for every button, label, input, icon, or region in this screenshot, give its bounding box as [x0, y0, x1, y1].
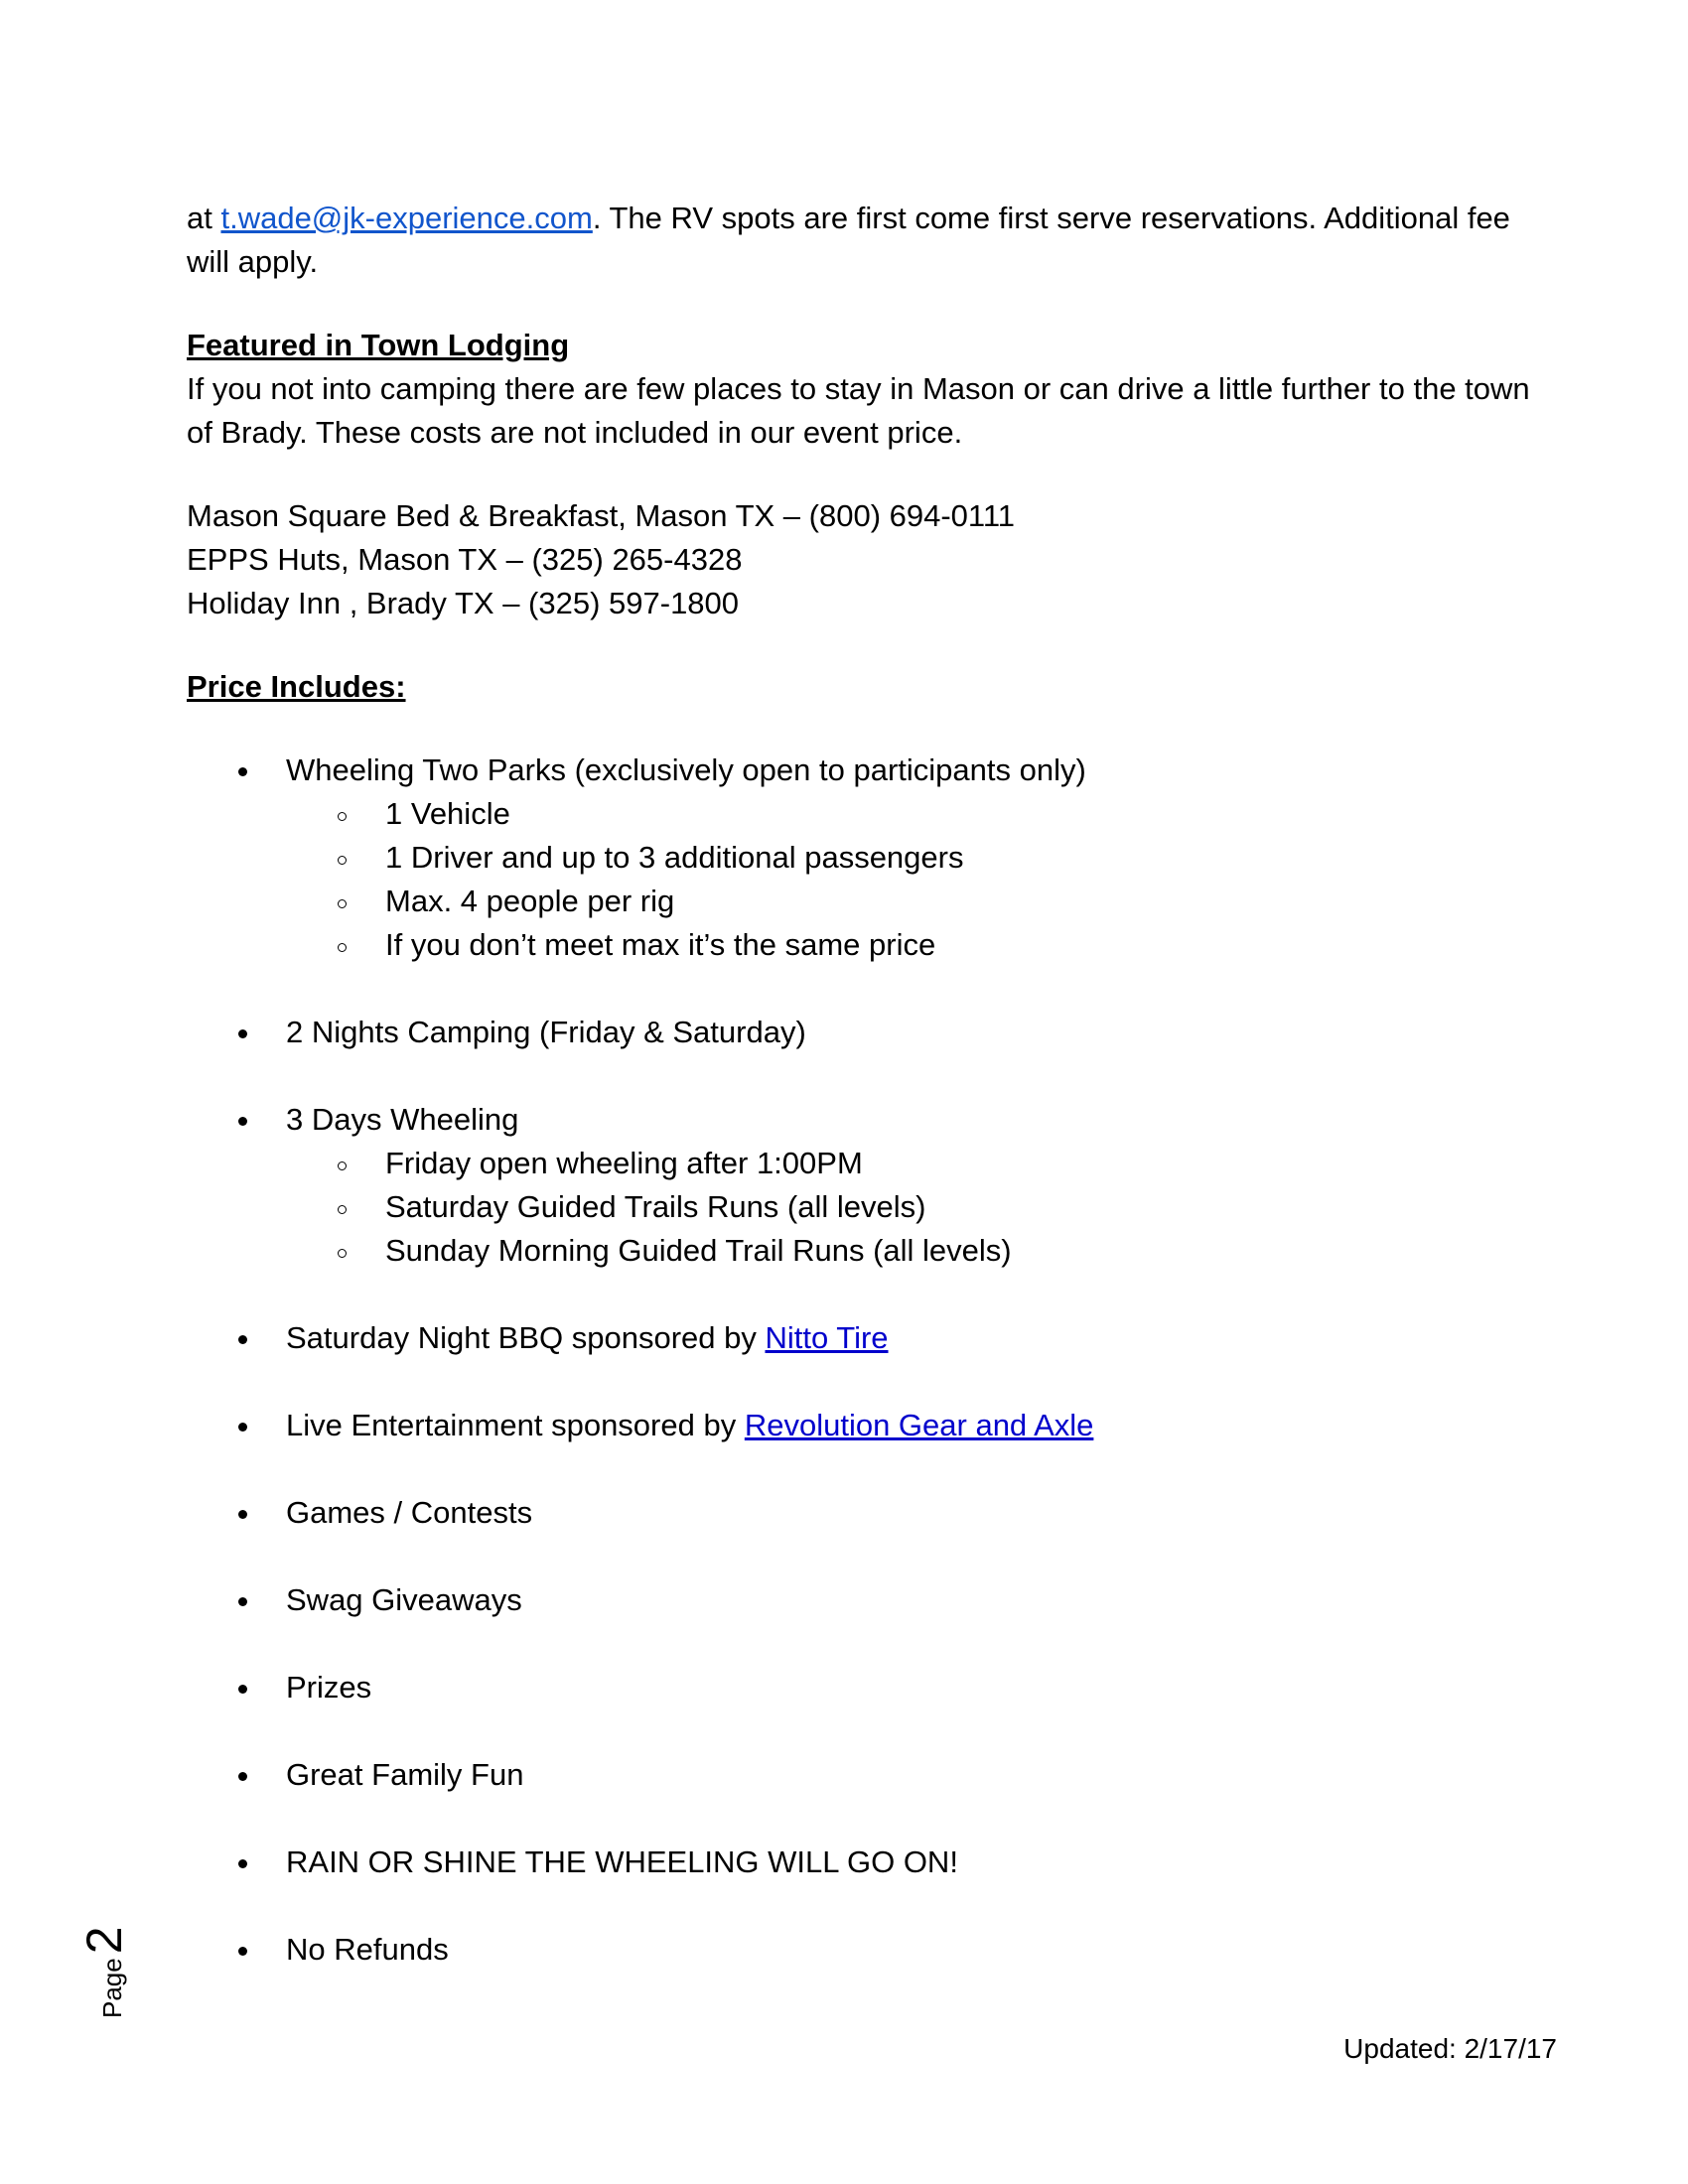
price-heading: Price Includes:: [187, 669, 406, 704]
sub-list-item: [286, 836, 1557, 880]
bullet-icon: [238, 1510, 247, 1519]
list-item: [187, 749, 1557, 967]
bullet-icon: [238, 1029, 247, 1038]
list-item-text: Games / Contests: [286, 1495, 533, 1530]
list-item-text: Prizes: [286, 1670, 372, 1705]
list-item: [187, 1491, 1557, 1535]
hollow-bullet-icon: [338, 943, 347, 952]
sub-list-item-text: Friday open wheeling after 1:00PM: [385, 1146, 863, 1180]
list-item-text: RAIN OR SHINE THE WHEELING WILL GO ON!: [286, 1844, 958, 1879]
page-label: Page: [97, 1958, 127, 2018]
hollow-bullet-icon: [338, 856, 347, 865]
bullet-icon: [238, 1335, 247, 1344]
sub-list-item-text: Saturday Guided Trails Runs (all levels): [385, 1189, 926, 1224]
bullet-icon: [238, 1947, 247, 1956]
bullet-icon: [238, 767, 247, 776]
page-number: [75, 1926, 135, 2045]
list-item: [187, 1666, 1557, 1709]
lodging-place: EPPS Huts, Mason TX – (325) 265-4328: [187, 542, 743, 577]
hollow-bullet-icon: [338, 812, 347, 821]
sub-list-item: [286, 1229, 1557, 1273]
intro-suffix: . The RV spots are first come first serve reservations. Additional fee will apply.: [187, 201, 1510, 279]
sub-list-item-text: 1 Driver and up to 3 additional passengers: [385, 840, 964, 875]
list-item: [187, 1928, 1557, 1972]
lodging-place: Holiday Inn , Brady TX – (325) 597-1800: [187, 586, 740, 620]
bullet-icon: [238, 1859, 247, 1868]
sub-list-item: [286, 1142, 1557, 1185]
list-item-text: Great Family Fun: [286, 1757, 524, 1792]
sub-list-item-text: Max. 4 people per rig: [385, 884, 675, 918]
email-link[interactable]: t.wade@jk-experience.com: [220, 201, 593, 235]
list-item: [187, 1098, 1557, 1273]
hollow-bullet-icon: [338, 1249, 347, 1258]
list-item: [187, 1316, 1557, 1360]
sub-list-item-text: If you don’t meet max it’s the same price: [385, 927, 936, 962]
price-includes-list: [187, 749, 1557, 1972]
sub-list-item: [286, 1185, 1557, 1229]
list-item: [187, 1011, 1557, 1054]
bullet-icon: [238, 1117, 247, 1126]
list-item-text: Wheeling Two Parks (exclusively open to participants only): [286, 752, 1086, 787]
list-item: [187, 1404, 1557, 1447]
sub-list-item: [286, 792, 1557, 836]
sub-list-item-text: 1 Vehicle: [385, 796, 510, 831]
list-item-text: Swag Giveaways: [286, 1582, 522, 1617]
document-page: [187, 197, 1557, 1972]
list-item-text: Live Entertainment sponsored by: [286, 1408, 745, 1442]
hollow-bullet-icon: [338, 1205, 347, 1214]
intro-paragraph: [187, 197, 1557, 284]
list-item-text: 3 Days Wheeling: [286, 1102, 519, 1137]
sub-list-item: [286, 923, 1557, 967]
sub-list: [286, 1142, 1557, 1273]
hollow-bullet-icon: [338, 899, 347, 908]
page-number-value: 2: [76, 1926, 132, 1955]
list-item-text: 2 Nights Camping (Friday & Saturday): [286, 1015, 806, 1049]
bullet-icon: [238, 1423, 247, 1432]
bullet-icon: [238, 1772, 247, 1781]
sub-list-item: [286, 880, 1557, 923]
list-item: [187, 1578, 1557, 1622]
lodging-place: Mason Square Bed & Breakfast, Mason TX – (800) 694-0111: [187, 498, 1016, 533]
intro-prefix: at: [187, 201, 221, 235]
revolution-gear-link[interactable]: Revolution Gear and Axle: [744, 1408, 1094, 1442]
sub-list: [286, 792, 1557, 967]
list-item-text: No Refunds: [286, 1932, 449, 1967]
list-item: [187, 1841, 1557, 1884]
bullet-icon: [238, 1597, 247, 1606]
lodging-body: If you not into camping there are few places to stay in Mason or can drive a little further to the town of Brady. These costs are not included in our event price.: [187, 371, 1530, 450]
lodging-heading: Featured in Town Lodging: [187, 328, 570, 362]
bullet-icon: [238, 1685, 247, 1694]
updated-date: Updated: 2/17/17: [1343, 2033, 1557, 2064]
list-item-text: Saturday Night BBQ sponsored by: [286, 1320, 766, 1355]
hollow-bullet-icon: [338, 1161, 347, 1170]
sub-list-item-text: Sunday Morning Guided Trail Runs (all levels): [385, 1233, 1012, 1268]
nitto-tire-link[interactable]: Nitto Tire: [765, 1320, 889, 1355]
list-item: [187, 1753, 1557, 1797]
